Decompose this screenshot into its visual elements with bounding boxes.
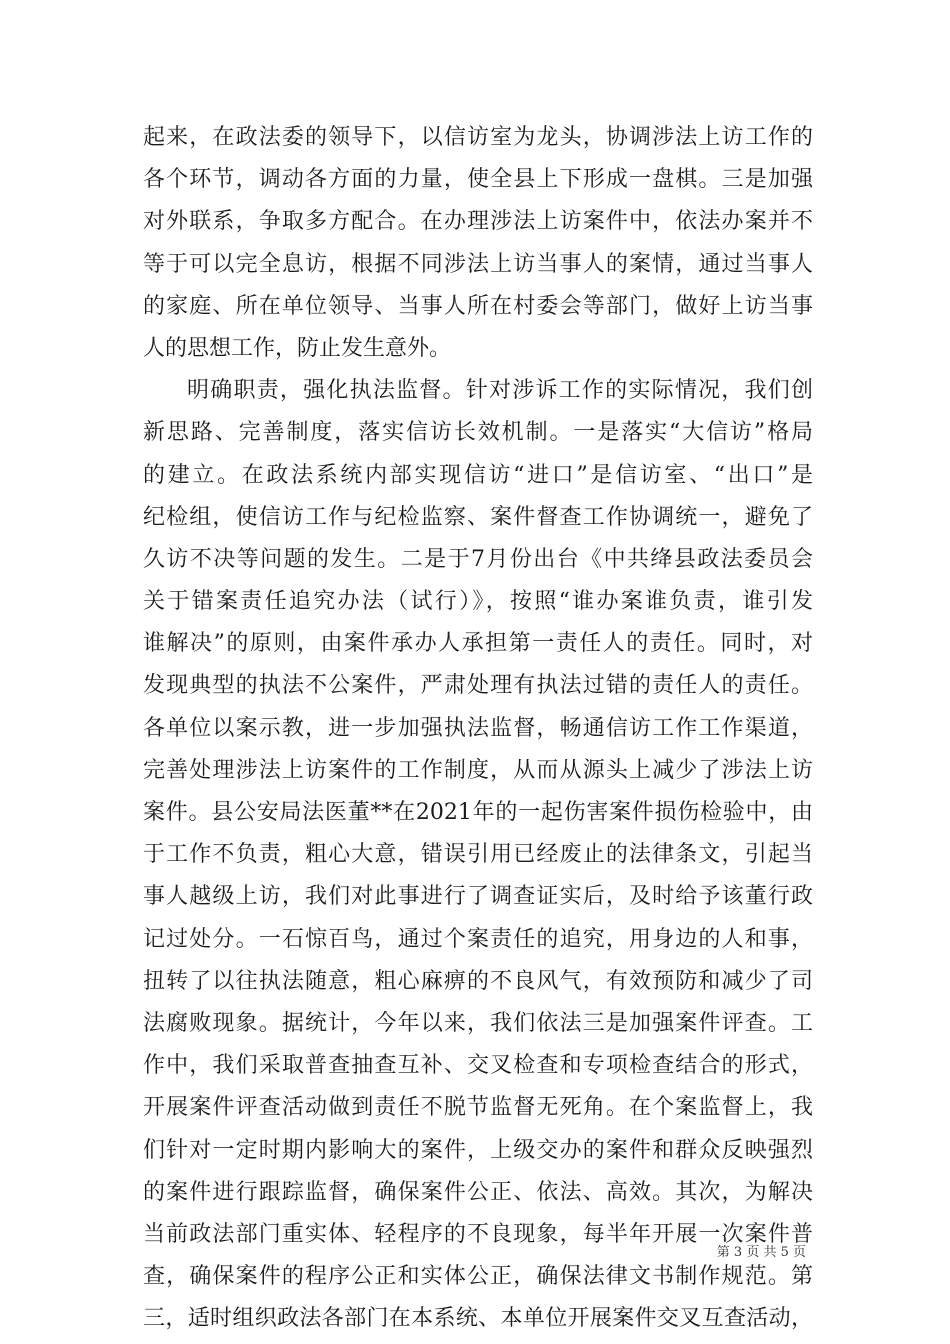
text-line: 关于错案责任追究办法（试行）》，按照“谁办案谁负责，谁引发 bbox=[143, 589, 813, 615]
text-line: 等于可以完全息访，根据不同涉法上访当事人的案情，通过当事人 bbox=[143, 251, 813, 277]
text-line: 开展案件评查活动做到责任不脱节监督无死角。在个案监督上，我 bbox=[143, 1095, 813, 1121]
text-line: 对外联系，争取多方配合。在办理涉法上访案件中，依法办案并不 bbox=[143, 209, 813, 235]
text-line: 当前政法部门重实体、轻程序的不良现象，每半年开展一次案件普 bbox=[143, 1221, 813, 1247]
text-line: 案件。县公安局法医董**在2021年的一起伤害案件损伤检验中，由 bbox=[143, 800, 813, 825]
text-line: 的家庭、所在单位领导、当事人所在村委会等部门，做好上访当事 bbox=[143, 293, 813, 319]
text-line: 新思路、完善制度，落实信访长效机制。一是落实“大信访”格局 bbox=[143, 420, 813, 446]
text-line: 的建立。在政法系统内部实现信访“进口”是信访室、“出口”是 bbox=[143, 462, 813, 488]
text-line: 起来，在政法委的领导下，以信访室为龙头，协调涉法上访工作的 bbox=[143, 125, 813, 150]
text-line: 纪检组，使信访工作与纪检监察、案件督查工作协调统一，避免了 bbox=[143, 504, 813, 530]
text-line: 人的思想工作，防止发生意外。 bbox=[143, 335, 452, 361]
text-line: 查，确保案件的程序公正和实体公正，确保法律文书制作规范。第 bbox=[143, 1264, 813, 1290]
text-line: 谁解决”的原则，由案件承办人承担第一责任人的责任。同时，对 bbox=[143, 631, 813, 657]
text-line: 完善处理涉法上访案件的工作制度，从而从源头上减少了涉法上访 bbox=[143, 757, 813, 783]
text-line: 发现典型的执法不公案件，严肃处理有执法过错的责任人的责任。 bbox=[143, 673, 813, 699]
text-line: 扭转了以往执法随意，粗心麻痹的不良风气，有效预防和减少了司 bbox=[143, 968, 813, 994]
text-line: 们针对一定时期内影响大的案件，上级交办的案件和群众反映强烈 bbox=[143, 1137, 813, 1163]
text-line: 久访不决等问题的发生。二是于7月份出台《中共绛县政法委员会 bbox=[143, 546, 813, 572]
text-line: 记过处分。一石惊百鸟，通过个案责任的追究，用身边的人和事， bbox=[143, 926, 813, 952]
paragraph-start-line: 明确职责，强化执法监督。针对涉诉工作的实际情况，我们创 bbox=[187, 378, 813, 404]
text-line: 于工作不负责，粗心大意，错误引用已经废止的法律条文，引起当 bbox=[143, 842, 813, 868]
text-line: 作中，我们采取普查抽查互补、交叉检查和专项检查结合的形式， bbox=[143, 1053, 813, 1079]
text-line: 的案件进行跟踪监督，确保案件公正、依法、高效。其次，为解决 bbox=[143, 1179, 813, 1205]
page-number-footer: 第 3 页 共 5 页 bbox=[716, 1245, 806, 1260]
text-line: 法腐败现象。据统计，今年以来，我们依法三是加强案件评查。工 bbox=[143, 1010, 813, 1036]
text-line: 事人越级上访，我们对此事进行了调查证实后，及时给予该董行政 bbox=[143, 884, 813, 910]
text-line: 各个环节，调动各方面的力量，使全县上下形成一盘棋。三是加强 bbox=[143, 167, 813, 193]
text-line: 三，适时组织政法各部门在本系统、本单位开展案件交叉互查活动， bbox=[143, 1306, 813, 1332]
body-text bbox=[143, 117, 813, 1340]
text-line: 各单位以案示教，进一步加强执法监督，畅通信访工作工作渠道， bbox=[143, 715, 813, 741]
